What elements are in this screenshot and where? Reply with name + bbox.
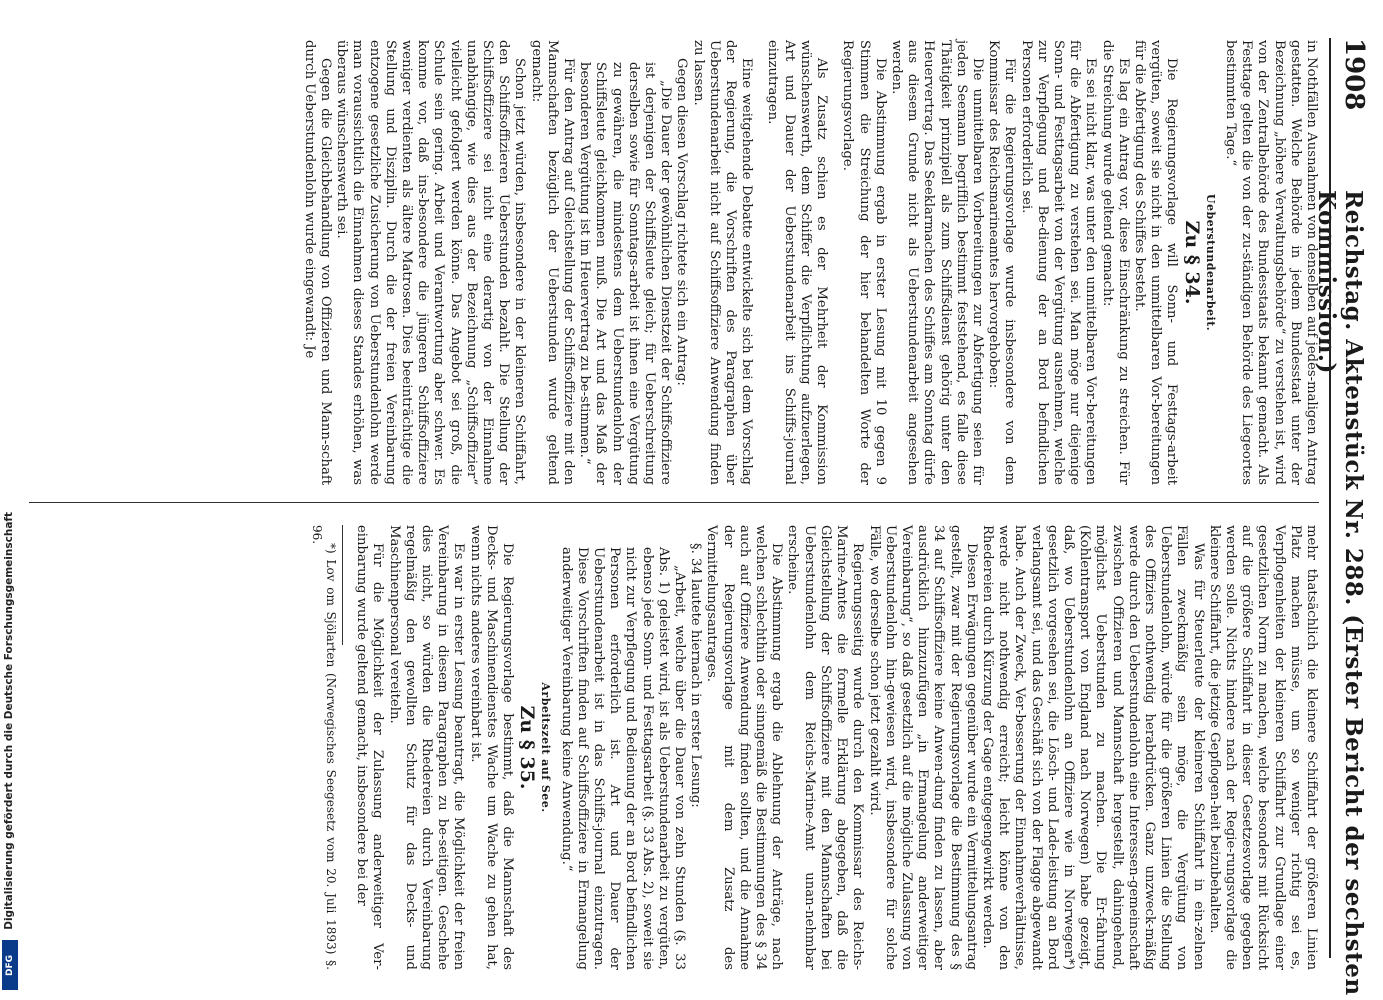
body-paragraph: Es lag ein Antrag vor, diese Einschränkung zu streichen. Für die Streichung wurde geltend gemacht:	[1099, 40, 1131, 485]
body-paragraph: Gegen die Gleichbehandlung von Offizieren und Mann-schaft durch Ueberstundenlohn wurde eingewandt: Je	[301, 40, 334, 485]
body-paragraph: Die Abstimmung ergab in erster Lesung mit 10 gegen 9 Stimmen die Streichung der hier behandelten Worte der Regierungsvorlage.	[840, 40, 888, 485]
body-paragraph: Regierungsseitig wurde durch den Kommissar des Reichs-Marine-Amtes die formelle Erklärung abgegeben, daß die Gleichstellung der Schiffsoffiziere mit den Mannschaften bei Ueberstundenlohn dem Reichs-Marine-Amt unan-nehmbar erscheine.	[785, 525, 866, 970]
column-divider	[29, 502, 1319, 503]
footnote-rule	[342, 525, 343, 645]
body-paragraph: Die Abstimmung ergab die Ablehnung der Anträge, nach welchen schlechthin oder sinngemäß die Bestimmungen des § 34 auch auf Offiziere Anwendung finden sollten, und die Annahme der Regierungsvorlage mit dem Zusatz des Vermittelungsantrages.	[704, 525, 785, 970]
body-paragraph: mehr thatsächlich die kleinere Schiffahrt der größeren Linien Platz machen müsse, um so weniger richtig sei es, Verpflogenheiten der kleineren Schiffahrt zur Grundlage einer gesetzlichen Norm zu machen, welche besonders mit Rücksicht auf die größere Schiffahrt in dieser Gesetzesvorlage gegeben werden solle. Nichts hindere nach der Regie-rungsvorlage die kleinere Schiffahrt, die jetzige Gepflogen-heit beizubehalten.	[1206, 525, 1319, 970]
body-paragraph: Gegen diesen Vorschlag richtete sich ein Antrag:	[674, 58, 690, 386]
body-paragraph: Eine weitgehende Debatte entwickelte sich bei dem Vorschlag der Regierung, die Vorschriften des Paragraphen über Ueberstundenarbeit nicht auf Schiffsoffiziere Anwendung finden zu lassen.	[690, 40, 755, 485]
right-column	[310, 525, 1319, 970]
digitization-sidebar	[0, 0, 20, 1000]
body-paragraph: Schon jetzt würden, insbesondere in der kleineren Schiffahrt, den Schiffsoffizieren Ueberstunden bezahlt. Die Stellung der Schiffsoffiziere sei nicht eine derartig von der Einnahme unabhängige, wie dies aus der Bezeichnung „Schiffsoffizier“ vielleicht gefolgert werden könne. Das Angebot sei groß, die Schule sein gering. Arbeit und Verantwortung aber schwer. Es komme vor, daß ins-besondere die jüngeren Schiffsoffiziere weniger verdienten als ältere Matrosen. Dies beeinträchtige die Stellung und Disziplin. Durch die der freien Vereinbarung entzogene gesetzliche Zusicherung von Ueberstundenlohn werde man voraussichtlich die Einnahmen dieses Standes erhöhen, was überaus wünschenswerth sei.	[334, 40, 528, 485]
spacer	[754, 40, 764, 485]
body-paragraph: Für den Antrag auf Gleichstellung der Schiffsoffiziere mit den Mannschaften bezüglich der Ueberstunden wurde geltend gemacht:	[528, 40, 577, 485]
left-column	[301, 40, 1319, 485]
body-paragraph: §. 34 lautete hiernach in erster Lesung:	[688, 543, 704, 808]
dfg-logo: DFG	[2, 940, 18, 990]
header-rule	[1329, 38, 1331, 958]
body-paragraph: Als Zusatz schien es der Mehrheit der Kommission wünschenswerth, dem Schiffer die Verpflichtung aufzuerlegen, Art und Dauer der Ueberstundenarbeit ins Schiffs-journal einzutragen.	[765, 40, 830, 485]
paragraph-heading: Zu § 34.	[1180, 220, 1203, 305]
body-paragraph: Diesen Erwägungen gegenüber wurde ein Vermittelungsantrag gestellt, zwar mit der Regierungsvorlage die Bestimmung des § 34 auf Schiffsoffiziere keine Anwen-dung finden zu lassen, aber ausdrücklich hinzuzufügen „in Ermangelung anderweitiger Vereinbarung“, so daß gesetzlich auf die mögliche Zulassung von Ueberstundenlohn hin-gewiesen wird, insbesondere für solche Fälle, wo derselbe schon jetzt gezahlt wird.	[866, 525, 979, 970]
funding-note: Digitalisierung gefördert durch die Deutsche Forschungsgemeinschaft	[3, 512, 15, 930]
quoted-text: „Arbeit, welche über die Dauer von zehn Stunden (§. 33 Abs. 1) geleistet wird, ist als Ueberstundenarbeit zu vergüten, ebenso jede Sonn- und Festtagsarbeit (§. 33 Abs. 2), soweit sie nicht zur Verpflegung und Bedienung der an Bord befindlichen Personen erforderlich ist. Art und Dauer der Ueberstundenarbeit ist in das Schiffs-journal einzutragen. Diese Vorschriften finden auf Schiffsoffiziere in Ermangelung anderweitiger Vereinbarung keine Anwendung.“	[558, 547, 688, 970]
section-subheading: Arbeitszeit auf See.	[539, 682, 553, 813]
body-paragraph: Die Regierungsvorlage will Sonn- und Festtags-arbeit vergüten, soweit sie nicht in den unmittelbaren Vor-bereitungen für die Abfertigung des Schiffes besteht.	[1131, 40, 1180, 485]
body-paragraph: Was für Steuerleute der kleineren Schiffahrt in ein-zelnen Fällen zweckmäßig sein möge, die Vergütung von Ueberstundenlohn, würde für die größeren Linien die Stellung des Offiziers nothwendig herabdrücken. Ganz unzweck-mäßig werde durch den Ueberstundenlohn eine Interessen-gemeinschaft zwischen Offizieren und Mannschaft hergestellt, dahingehend, möglichst Ueberstunden zu machen. Die Er-fahrung (Kohlentransport von England nach Norwegen) habe gezeigt, daß, wo Ueberstundenlohn an Offiziere wie in Norwegen*) gesetzlich vorgesehen sei, die Lösch- und Lade-leistung an Bord verlangsamt sei, und das Geschäft sich von der Flagge abgewandt habe. Auch der Zweck, Ver-besserung der Einnahmeverhältnisse, werde nicht nothwendig erreicht; leicht könne von den Rhedereien durch Kürzung der Gage entgegengewirkt werden.	[979, 525, 1206, 970]
page-number: 1908	[1339, 38, 1369, 111]
body-paragraph: Es sei nicht klar, was unter den unmittelbaren Vor-bereitungen für die Abfertigung zu verstehen sei. Man möge nur diejenige Sonn- und Festtagsarbeit von der Vergütung ausnehmen, welche zur Verpflegung und Be-dienung der an Bord befindlichen Personen erforderlich sei.	[1018, 40, 1099, 485]
body-paragraph: Für die Regierungsvorlage wurde insbesondere von dem Kommissar des Reichsmarineamtes hervorgehoben:	[986, 40, 1018, 485]
body-paragraph: Für die Möglichkeit der Zulassung anderweitiger Ver-einbarung wurde geltend gemacht, insbesondere bei der	[354, 525, 386, 970]
body-paragraph: Die unmittelbaren Vorbereitungen zur Abfertigung seien für jeden Seemann begrifflich bestimmt feststehend, es falle diese Thätigkeit prinzipiell als zum Schiffsdienst gehörig unter den Heuervertrag. Das Seeklarmachen des Schiffes am Sonntag dürfe aus diesem Grunde nicht als Ueberstundenarbeit angesehen werden.	[888, 40, 985, 485]
paragraph-heading: Zu § 35.	[516, 705, 539, 790]
page-header	[1313, 0, 1369, 1000]
quoted-text: „Die Dauer der gewöhnlichen Dienstzeit der Schiffsoffiziere ist derjenigen der Schiffsleute gleich; für Ueberschreitung derselben sowie für Sonntags-arbeit ist ihnen eine Vergütung zu gewähren, die mindestens dem Ueberstundenlohn der Schiffsleute gleichkommen muß. Die Art und das Maß der besonderen Vergütung ist im Heuervertrag zu be-stimmen.“	[577, 62, 674, 485]
spacer	[829, 40, 839, 485]
footnote: *) Lov om Sjölarten (Norwegisches Seegesetz vom 20. Juli 1893) §. 96.	[310, 525, 339, 970]
body-paragraph: Die Regierungsvorlage bestimmt, daß die Mannschaft des Decks- und Maschinendienstes Wache um Wache zu gehen hat, wenn nichts anderes vereinbart ist.	[467, 525, 516, 970]
body-paragraph: in Nothfällen Ausnahmen von denselben auf jedes-maligen Antrag gestatten. Welche Behörde in jedem Bundesstaat unter der Bezeichnung „höhere Verwaltungsbehörde“ zu verstehen ist, wird von der Zentralbehörde des Bundesstaats bekannt gemacht. Als Festtage gelten die von der zu-ständigen Behörde des Liegeortes bestimmten Tage.“	[1222, 40, 1319, 485]
page-title: Reichstag. Aktenstück Nr. 288. (Erster Bericht der sechsten Kommission.)	[1313, 190, 1367, 996]
section-subheading: Ueberstundenarbeit.	[1203, 193, 1217, 332]
body-paragraph: Es war in erster Lesung beantragt, die Möglichkeit der freien Vereinbarung in diesem Paragraphen zu be-seitigen. Geschehe dies nicht, so würden die Rhedereien durch Vereinbarung regelmäßig den gewollten Schutz für das Decks- und Maschinenpersonal vereiteln.	[386, 525, 467, 970]
